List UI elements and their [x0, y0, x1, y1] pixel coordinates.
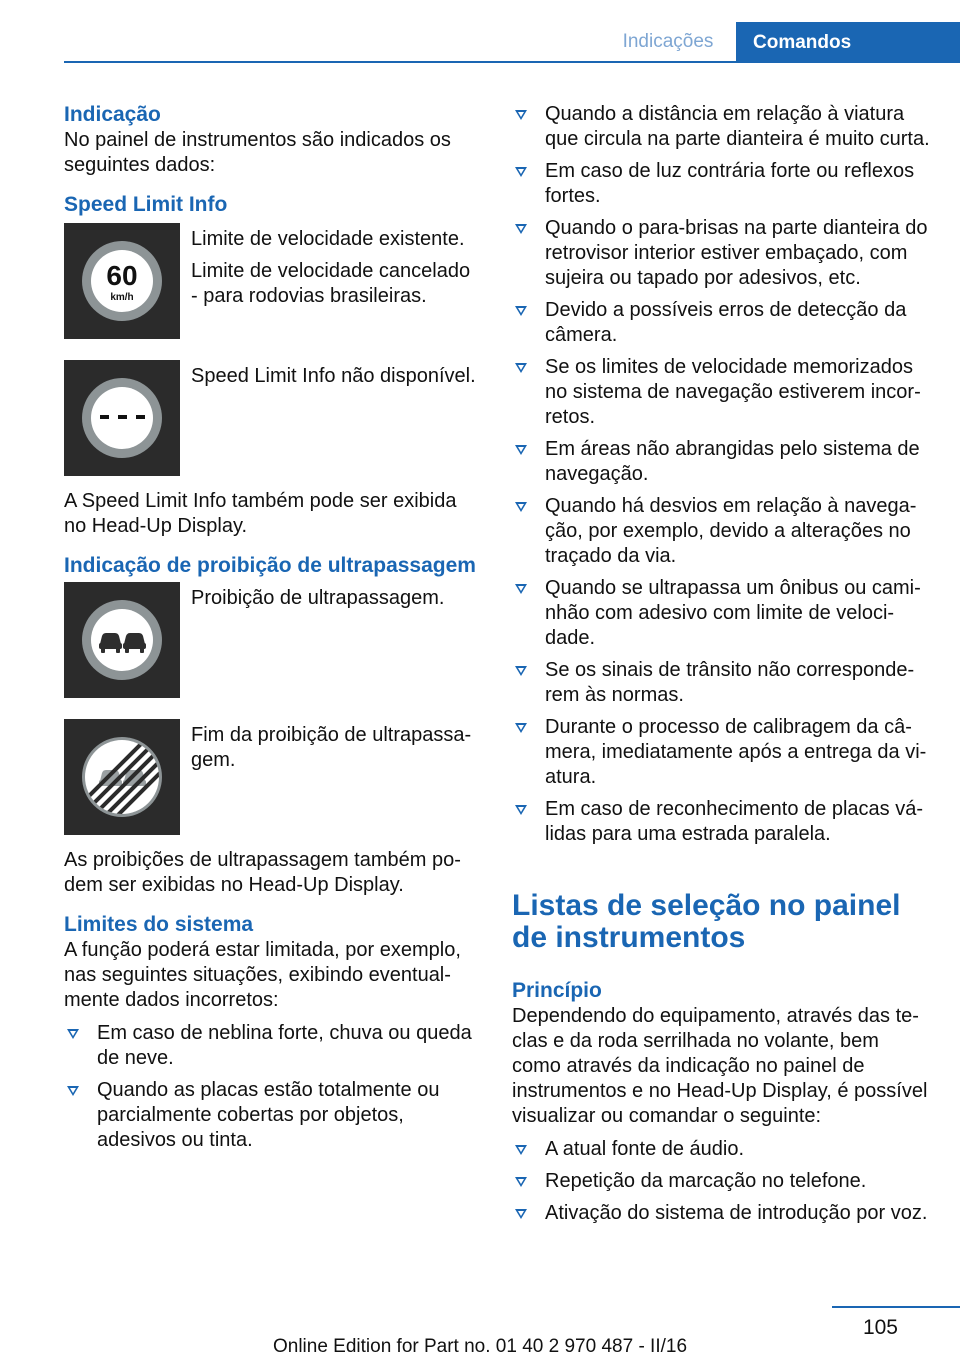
speed-limit-60-sign-icon — [64, 223, 180, 339]
principio-heading: Princípio — [512, 979, 602, 1002]
speed-limit-unavailable-sign-icon — [64, 360, 180, 476]
list-item: Em caso de luz contrária forte ou reflexos fortes. — [512, 159, 930, 209]
list-item: Durante o processo de calibragem da câmera, imediatamente após a entrega da viatura. — [512, 715, 930, 790]
bullet-triangle-icon — [515, 584, 527, 594]
sign-speed-value: 60 — [106, 260, 138, 291]
list-item: Quando o para-brisas na parte dianteira do retrovisor interior estiver embaçado, com sujeira ou tapado por adesivos, etc. — [512, 216, 930, 291]
bullet-triangle-icon — [515, 1209, 527, 1219]
left-limits-list — [64, 1021, 480, 1153]
bullet-triangle-icon — [515, 167, 527, 177]
list-item: Repetição da marcação no telefone. — [512, 1169, 930, 1194]
edition-footer: Online Edition for Part no. 01 40 2 970 487 - II/16 — [272, 1336, 688, 1357]
list-item: Quando se ultrapassa um ônibus ou caminhão com adesivo com limite de velocidade. — [512, 576, 930, 651]
overtaking-hud-text: As proibições de ultrapassagem também podem ser exibidas no Head-Up Display. — [64, 849, 461, 896]
bullet-triangle-icon — [515, 1145, 527, 1155]
bullet-triangle-icon — [67, 1029, 79, 1039]
bullet-triangle-icon — [515, 805, 527, 815]
sign-row-no-overtaking — [64, 582, 480, 698]
list-item: Se os sinais de trânsito não corresponderem às normas. — [512, 658, 930, 708]
no-overtaking-sign-icon — [64, 582, 180, 698]
speed-limit-heading: Speed Limit Info — [64, 193, 228, 216]
overtaking-heading: Indicação de proibição de ultrapassagem — [64, 554, 476, 577]
sign-row-speed-limit — [64, 223, 480, 339]
bullet-triangle-icon — [515, 723, 527, 733]
list-item: A atual fonte de áudio. — [512, 1137, 930, 1162]
left-column — [64, 102, 480, 1153]
sign3-text: Proibição de ultrapassagem. — [191, 587, 445, 609]
principio-text: Dependendo do equipamento, através das teclas e da roda serrilhada no volante, bem como através da indicação no painel de instrumentos e no Head-Up Display, é possível visualizar ou comandar o seguinte: — [512, 1005, 928, 1127]
end-no-overtaking-sign-icon — [64, 719, 180, 835]
sign1-text-1: Limite de velocidade existente. — [191, 228, 465, 250]
list-item: Quando a distância em relação à viatura que circula na parte dianteira é muito curta. — [512, 102, 930, 152]
indicacao-heading: Indicação — [64, 103, 161, 126]
bullet-triangle-icon — [515, 363, 527, 373]
bullet-triangle-icon — [67, 1086, 79, 1096]
list-item: Quando as placas estão totalmente ou parcialmente cobertas por objetos, adesivos ou tinta. — [64, 1078, 480, 1153]
limits-heading: Limites do sistema — [64, 913, 254, 936]
list-item: Se os limites de velocidade memorizados no sistema de navegação estiverem incorretos. — [512, 355, 930, 430]
bullet-triangle-icon — [515, 1177, 527, 1187]
footer-divider — [832, 1306, 960, 1308]
list-item: Em caso de reconhecimento de placas válidas para uma estrada paralela. — [512, 797, 930, 847]
tab-indicacoes[interactable]: Indicações — [622, 31, 714, 52]
bullet-triangle-icon — [515, 110, 527, 120]
bullet-triangle-icon — [515, 666, 527, 676]
list-item: Devido a possíveis erros de detecção da câmera. — [512, 298, 930, 348]
list-item: Ativação do sistema de introdução por voz. — [512, 1201, 930, 1226]
hud-text: A Speed Limit Info também pode ser exibida no Head-Up Display. — [64, 490, 457, 537]
sign-row-end-no-overtaking — [64, 719, 480, 835]
bullet-triangle-icon — [515, 224, 527, 234]
list-item: Quando há desvios em relação à navegação, por exemplo, devido a alterações no traçado da via. — [512, 494, 930, 569]
list-item: Em áreas não abrangidas pelo sistema de navegação. — [512, 437, 930, 487]
right-column — [512, 102, 930, 1226]
indicacao-text: No painel de instrumentos são indicados os seguintes dados: — [64, 129, 451, 176]
list-item: Em caso de neblina forte, chuva ou queda de neve. — [64, 1021, 480, 1071]
sign-speed-unit: km/h — [110, 292, 134, 303]
sign-row-unavailable — [64, 360, 480, 476]
limits-text: A função poderá estar limitada, por exemplo, nas seguintes situações, exibindo eventualmente dados incorretos: — [64, 939, 461, 1011]
sign1-text-2: Limite de velocidade cancelado - para rodovias brasileiras. — [191, 260, 471, 307]
page-number: 105 — [862, 1316, 898, 1339]
sign4-text: Fim da proibição de ultrapassagem. — [191, 724, 472, 771]
right-limits-list — [512, 102, 930, 847]
header-divider — [64, 61, 960, 63]
tab-comandos[interactable]: Comandos — [736, 22, 960, 63]
section-heading-listas: Listas de seleção no painel de instrumentos — [512, 889, 901, 954]
bullet-triangle-icon — [515, 502, 527, 512]
bullet-triangle-icon — [515, 445, 527, 455]
principio-list — [512, 1137, 930, 1226]
sign2-text: Speed Limit Info não disponível. — [191, 365, 476, 387]
bullet-triangle-icon — [515, 306, 527, 316]
